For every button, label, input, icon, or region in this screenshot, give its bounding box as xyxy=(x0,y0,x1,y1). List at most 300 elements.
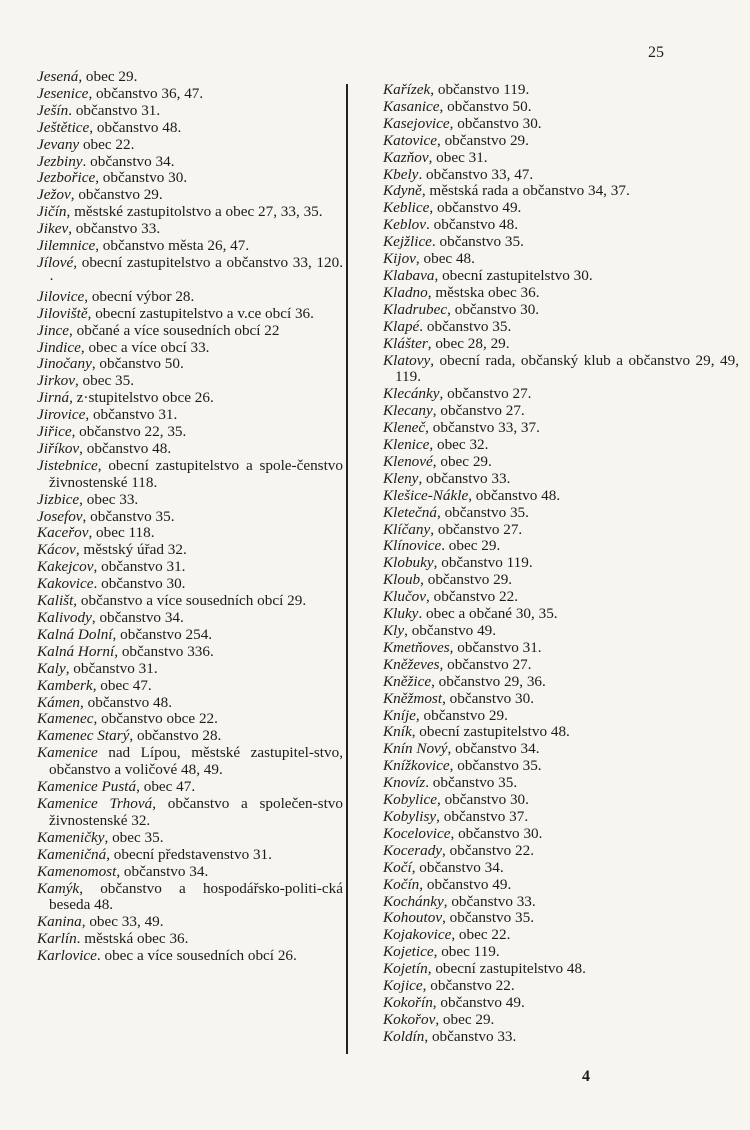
place-name: Ješín xyxy=(37,101,69,119)
index-entry xyxy=(37,661,343,678)
index-entry xyxy=(37,492,343,509)
place-name: Karlín xyxy=(37,930,77,948)
index-entry xyxy=(383,775,739,792)
index-entry xyxy=(37,593,343,610)
index-entry xyxy=(383,505,739,522)
entry-description: , občanstvo 34. xyxy=(411,858,504,876)
place-name: Kámen xyxy=(37,693,81,711)
place-name: Kdyně xyxy=(383,182,422,200)
index-entry xyxy=(37,559,343,576)
place-name: Kamenice xyxy=(37,744,98,762)
entry-description: , obec 119. xyxy=(433,943,500,961)
entry-description: , městská rada a občanstvo 34, 37. xyxy=(421,182,630,200)
entry-description: . občanstvo 34. xyxy=(82,152,175,170)
entry-description: , obec a více obcí 33. xyxy=(80,338,210,356)
place-name: Kamýk xyxy=(37,879,80,897)
entry-description: . obec 29. xyxy=(441,537,501,555)
index-entry xyxy=(383,894,739,911)
place-name: Kly xyxy=(383,622,405,639)
index-entry xyxy=(37,509,343,526)
entry-description: , občanstvo 49. xyxy=(404,622,497,639)
place-name: Kohoutov xyxy=(383,909,443,927)
entry-description: , občanstvo 29. xyxy=(415,706,508,724)
entry-description: . obec a občané 30, 35. xyxy=(418,605,558,623)
entry-description: , obec 29. xyxy=(432,452,492,470)
entry-description: . občanstvo 31. xyxy=(68,101,161,119)
entry-description: , obec 29. xyxy=(78,68,138,85)
place-name: Kojakovice xyxy=(383,926,452,944)
index-entry xyxy=(383,927,739,944)
signature-mark: 4 xyxy=(582,1068,590,1085)
index-entry xyxy=(37,728,343,745)
place-name: Jezbiny xyxy=(37,152,83,170)
index-entry xyxy=(37,407,343,424)
index-entry xyxy=(383,809,739,826)
index-entry xyxy=(383,217,739,234)
index-entry xyxy=(383,657,739,674)
index-entry xyxy=(37,830,343,847)
entry-description: , občanstvo 27. xyxy=(432,402,525,420)
place-name: Kamenice Trhová xyxy=(37,794,153,812)
index-entry xyxy=(37,576,343,593)
entry-description: , občanstvo 34. xyxy=(447,740,540,758)
entry-description: , občanstvo 48. xyxy=(79,439,172,457)
place-name: Ještětice xyxy=(37,118,90,136)
entry-description: , občanstvo 27. xyxy=(439,655,532,673)
place-name: Kalná Horní xyxy=(37,642,115,660)
entry-description: , občanstvo 35. xyxy=(82,507,175,525)
entry-description: . občanstvo 35. xyxy=(431,233,524,251)
index-entry xyxy=(383,1012,739,1029)
entry-description: , občanstvo 49. xyxy=(429,199,522,217)
entry-description: , městský úřad 32. xyxy=(75,541,187,559)
index-entry xyxy=(37,678,343,695)
entry-description: , občanstvo a společen-stvo živnostenské 32. xyxy=(49,794,343,829)
place-name: Knovíz xyxy=(383,774,426,792)
index-entry xyxy=(37,796,343,830)
index-entry xyxy=(37,356,343,373)
index-entry xyxy=(383,691,739,708)
index-entry xyxy=(37,441,343,458)
entry-description: , obec 32. xyxy=(429,436,489,454)
place-name: Kněžice xyxy=(383,672,432,690)
index-entry xyxy=(383,978,739,995)
index-entry xyxy=(383,995,739,1012)
index-entry xyxy=(383,116,739,133)
index-entry xyxy=(383,82,739,99)
index-entry xyxy=(37,525,343,542)
index-entry xyxy=(37,644,343,661)
entry-description: , občanstvo 33, 37. xyxy=(425,419,540,437)
entry-description: , obecní zastupitelstvo 30. xyxy=(434,266,593,284)
place-name: Jesenice xyxy=(37,84,89,102)
entry-description: , občanstvo 254. xyxy=(112,625,213,643)
index-entry xyxy=(37,864,343,881)
entry-description: , obecní výbor 28. xyxy=(84,287,195,305)
entry-description: , občanstvo 33. xyxy=(443,892,536,910)
index-entry xyxy=(383,167,739,184)
place-name: Kbely xyxy=(383,165,419,183)
place-name: Kojice xyxy=(383,977,423,995)
place-name: Kaly xyxy=(37,659,66,677)
entry-description: , občanstvo 33. xyxy=(418,469,511,487)
index-entry xyxy=(383,403,739,420)
entry-description: , občanstvo 30. xyxy=(447,300,540,318)
place-name: Kijov xyxy=(383,250,416,268)
place-name: Klecánky xyxy=(383,385,440,403)
index-entry xyxy=(37,914,343,931)
place-name: Jiříkov xyxy=(37,439,80,457)
entry-description: , obecní představenstvo 31. xyxy=(106,845,272,863)
place-name: Kasejovice xyxy=(383,114,450,132)
place-name: Kamenec Starý xyxy=(37,727,130,745)
place-name: Klabava xyxy=(383,266,435,284)
index-entry xyxy=(383,353,739,387)
entry-description: , občanstvo 31. xyxy=(85,406,178,424)
index-entry xyxy=(383,150,739,167)
entry-description: , obec 33. xyxy=(79,490,139,508)
place-name: Kokořov xyxy=(383,1010,436,1028)
entry-description: , občanstvo 34. xyxy=(116,862,209,880)
entry-description: , obec 47. xyxy=(136,778,196,796)
place-name: Jinočany xyxy=(37,355,92,373)
index-entry xyxy=(37,69,343,86)
entry-description: . občanstvo 30. xyxy=(93,575,186,593)
index-entry xyxy=(383,488,739,505)
index-entry xyxy=(383,200,739,217)
entry-description: , občanstvo 36, 47. xyxy=(88,84,204,102)
entry-description: . městská obec 36. xyxy=(76,930,189,948)
entry-description: , občanstvo 30. xyxy=(442,689,535,707)
entry-description: , obec 35. xyxy=(104,828,164,846)
entry-description: , občanstvo města 26, 47. xyxy=(95,237,250,255)
index-entry xyxy=(383,843,739,860)
entry-description: , občanstvo 49. xyxy=(432,993,525,1011)
place-name: Jindice xyxy=(37,338,81,356)
index-entry xyxy=(383,522,739,539)
entry-description: , obec 29. xyxy=(435,1010,495,1028)
place-name: Klatovy xyxy=(383,351,431,369)
place-name: Kakejcov xyxy=(37,558,94,576)
index-entry xyxy=(37,711,343,728)
entry-description: , občanstvo 35. xyxy=(449,757,542,775)
place-name: Josefov xyxy=(37,507,83,525)
entry-description: , obecní zastupitelstvo a v.ce obcí 36. xyxy=(87,304,314,322)
index-entry xyxy=(383,674,739,691)
index-entry xyxy=(383,386,739,403)
place-name: Kokořín xyxy=(383,993,433,1011)
entry-description: , občanstvo 37. xyxy=(436,807,529,825)
place-name: Klenové xyxy=(383,452,433,470)
entry-description: , obecní zastupitelstvo 48. xyxy=(411,723,570,741)
place-name: Karlovice xyxy=(37,947,97,965)
index-entry xyxy=(37,340,343,357)
entry-description: , občanstvo 33. xyxy=(68,220,161,238)
index-entry xyxy=(383,454,739,471)
entry-description: , občanstvo 35. xyxy=(442,909,535,927)
entry-description: . občanstvo 33, 47. xyxy=(418,165,534,183)
place-name: Kazňov xyxy=(383,148,429,166)
entry-description: , občanstvo 35. xyxy=(436,503,529,521)
entry-description: , občané a více sousedních obcí 22 xyxy=(69,321,280,339)
place-name: Kočí xyxy=(383,858,412,876)
index-entry xyxy=(37,695,343,712)
index-entry xyxy=(37,931,343,948)
entry-description: , občanstvo 34. xyxy=(91,609,184,626)
index-entry xyxy=(37,221,343,238)
entry-description: . obec a více sousedních obcí 26. xyxy=(96,947,297,965)
place-name: Kladno xyxy=(383,283,428,301)
entry-description: , občanstvo 29. xyxy=(436,131,529,149)
index-entry xyxy=(37,779,343,796)
place-name: Klapé xyxy=(383,317,420,335)
entry-description: , občanstvo a hospodářsko-politi-cká beseda 48. xyxy=(49,879,343,914)
place-name: Kněževes xyxy=(383,655,440,673)
entry-description: , občanstvo 30. xyxy=(449,114,542,132)
index-entry xyxy=(383,708,739,725)
place-name: Jince xyxy=(37,321,70,339)
index-entry xyxy=(383,877,739,894)
place-name: Kloub xyxy=(383,571,421,589)
index-entry xyxy=(37,458,343,492)
place-name: Klínovice xyxy=(383,537,442,555)
index-entry xyxy=(37,323,343,340)
index-entry xyxy=(37,424,343,441)
place-name: Koldín xyxy=(383,1027,425,1045)
place-name: Kmetňoves xyxy=(383,638,450,656)
entry-description: , občanstvo 22, 35. xyxy=(71,423,187,441)
index-entry xyxy=(37,86,343,103)
place-name: Kařízek xyxy=(383,81,431,98)
index-entry xyxy=(383,99,739,116)
entry-description: , občanstvo 50. xyxy=(439,97,532,115)
entry-description: , občanstvo 30. xyxy=(450,824,543,842)
place-name: Kladrubec xyxy=(383,300,448,318)
index-entry xyxy=(37,238,343,255)
index-entry xyxy=(383,268,739,285)
index-entry xyxy=(383,860,739,877)
place-name: Klecany xyxy=(383,402,433,420)
index-column-left xyxy=(37,69,343,965)
index-entry xyxy=(383,251,739,268)
entry-description: , obec 33, 49. xyxy=(81,913,164,931)
place-name: Jevany xyxy=(37,135,80,153)
place-name: Jilovice xyxy=(37,287,85,305)
place-name: Klobuky xyxy=(383,554,434,572)
place-name: Ježov xyxy=(37,186,71,204)
entry-description: , občanstvo 119. xyxy=(433,554,533,572)
index-entry xyxy=(383,944,739,961)
entry-description: , občanstvo 48. xyxy=(468,486,561,504)
place-name: Kakovice xyxy=(37,575,94,593)
entry-description: , občanstvo 27. xyxy=(430,520,523,538)
index-entry xyxy=(383,302,739,319)
place-name: Kník xyxy=(383,723,412,741)
index-entry xyxy=(383,910,739,927)
place-name: Kanina xyxy=(37,913,82,931)
index-entry xyxy=(383,471,739,488)
entry-description: , obec 47. xyxy=(92,676,152,694)
entry-description: , obec 35. xyxy=(74,372,134,390)
index-entry xyxy=(383,572,739,589)
place-name: Jirná xyxy=(37,389,70,407)
place-name: Kasanice xyxy=(383,97,440,115)
entry-description: , městska obec 36. xyxy=(427,283,540,301)
place-name: Klíčany xyxy=(383,520,431,538)
place-name: Keblov xyxy=(383,216,427,234)
entry-description: , obecní rada, občanský klub a občanstvo 29, 49, 119. xyxy=(395,351,739,386)
place-name: Kobylice xyxy=(383,791,437,809)
place-name: Kamenomost xyxy=(37,862,117,880)
entry-description: . občanstvo 35. xyxy=(419,317,512,335)
index-entry xyxy=(383,1029,739,1046)
place-name: Keblice xyxy=(383,199,430,217)
place-name: Kojetice xyxy=(383,943,434,961)
index-entry xyxy=(37,187,343,204)
place-name: Klučov xyxy=(383,588,427,606)
index-entry xyxy=(383,640,739,657)
entry-description: , občanstvo 49. xyxy=(419,875,512,893)
index-entry xyxy=(37,306,343,323)
entry-description: , obec 28, 29. xyxy=(427,334,510,352)
entry-description: . občanstvo 35. xyxy=(425,774,518,792)
place-name: Klenice xyxy=(383,436,430,454)
index-entry xyxy=(37,137,343,154)
place-name: Jiřice xyxy=(37,423,72,441)
index-entry xyxy=(37,170,343,187)
place-name: Jezbořice xyxy=(37,169,96,187)
index-entry xyxy=(383,234,739,251)
page-number: 25 xyxy=(648,44,664,61)
place-name: Kocelovice xyxy=(383,824,451,842)
place-name: Kácov xyxy=(37,541,76,559)
place-name: Klešice-Nákle xyxy=(383,486,469,504)
index-entry xyxy=(37,627,343,644)
index-entry xyxy=(383,538,739,555)
entry-description: , občanstvo 30. xyxy=(436,791,529,809)
entry-description: , občanstvo 30. xyxy=(95,169,188,187)
entry-description: , občanstvo 31. xyxy=(65,659,158,677)
place-name: Jesená xyxy=(37,68,79,85)
entry-description: , občanstvo 50. xyxy=(91,355,184,373)
place-name: Kleneč xyxy=(383,419,426,437)
entry-description: , obecní zastupitelstvo 48. xyxy=(427,960,586,978)
place-name: Knín Nový xyxy=(383,740,448,758)
entry-description: . občanstvo 48. xyxy=(426,216,518,234)
index-entry xyxy=(37,289,343,306)
place-name: Kamenec xyxy=(37,710,94,728)
place-name: Kameničky xyxy=(37,828,105,846)
index-entry xyxy=(37,120,343,137)
entry-description: , občanstvo 28. xyxy=(129,727,222,745)
index-entry xyxy=(383,826,739,843)
place-name: Kluky xyxy=(383,605,419,623)
place-name: Kojetín xyxy=(383,960,428,978)
entry-description: , občanstvo 48. xyxy=(80,693,172,711)
index-entry xyxy=(383,555,739,572)
entry-description: , občanstvo a více sousedních obcí 29. xyxy=(73,592,307,610)
entry-description: , občanstvo 48. xyxy=(89,118,182,136)
entry-description: , občanstvo 29, 36. xyxy=(431,672,546,690)
place-name: Jirovice xyxy=(37,406,86,424)
place-name: Kobylisy xyxy=(383,807,437,825)
entry-description: , obec 22. xyxy=(451,926,511,944)
place-name: Kališt xyxy=(37,592,74,610)
entry-description: , občanstvo 31. xyxy=(93,558,186,576)
entry-description: , občanstvo 29. xyxy=(70,186,163,204)
entry-description: , občanstvo 119. xyxy=(430,81,530,98)
index-entry xyxy=(383,623,739,640)
index-entry xyxy=(383,420,739,437)
place-name: Knížkovice xyxy=(383,757,450,775)
place-name: Jílové xyxy=(37,253,74,271)
index-entry xyxy=(383,606,739,623)
entry-description: , občanstvo obce 22. xyxy=(93,710,218,728)
place-name: Kněžmost xyxy=(383,689,443,707)
index-entry xyxy=(37,255,343,289)
entry-description: , obecní zastupitelstvo a občanstvo 33, 120. · xyxy=(49,253,343,288)
place-name: Kaceřov xyxy=(37,524,89,542)
index-entry xyxy=(383,183,739,200)
entry-description: , občanstvo 27. xyxy=(439,385,532,403)
index-entry xyxy=(37,390,343,407)
index-entry xyxy=(37,373,343,390)
index-entry xyxy=(383,741,739,758)
entry-description: , občanstvo 22. xyxy=(422,977,515,995)
entry-description: , občanstvo 22. xyxy=(442,841,535,859)
place-name: Kejžlice xyxy=(383,233,432,251)
index-entry xyxy=(383,336,739,353)
place-name: Kleny xyxy=(383,469,419,487)
place-name: Jistebnice xyxy=(37,456,98,474)
index-entry xyxy=(37,881,343,915)
index-entry xyxy=(383,724,739,741)
index-entry xyxy=(383,133,739,150)
index-entry xyxy=(37,154,343,171)
index-entry xyxy=(383,792,739,809)
place-name: Jirkov xyxy=(37,372,75,390)
index-entry xyxy=(37,204,343,221)
index-column-right xyxy=(383,82,739,1046)
entry-description: , z·stupitelstvo obce 26. xyxy=(69,389,214,407)
place-name: Kameničná xyxy=(37,845,107,863)
entry-description: , obec 48. xyxy=(415,250,475,268)
index-entry xyxy=(383,758,739,775)
entry-description: , občanstvo 33. xyxy=(424,1027,517,1045)
place-name: Kamberk xyxy=(37,676,93,694)
place-name: Jizbice xyxy=(37,490,80,508)
column-divider xyxy=(346,84,348,1054)
place-name: Kamenice Pustá xyxy=(37,778,137,796)
entry-description: , občanstvo 22. xyxy=(426,588,518,606)
entry-description: , občanstvo 29. xyxy=(420,571,513,589)
index-entry xyxy=(37,847,343,864)
index-entry xyxy=(37,103,343,120)
index-entry xyxy=(383,437,739,454)
entry-description: , obecní zastupitelstvo a spole-čenstvo živnostenské 118. xyxy=(49,456,343,491)
place-name: Jikev xyxy=(37,220,69,238)
entry-description: nad Lípou, městské zastupitel-stvo, občanstvo a voličové 48, 49. xyxy=(49,744,343,779)
entry-description: , městské zastupitolstvo a obec 27, 33, 35. xyxy=(66,203,323,221)
place-name: Kletečná xyxy=(383,503,437,521)
index-entry xyxy=(383,319,739,336)
entry-description: , obec 31. xyxy=(428,148,488,166)
index-entry xyxy=(37,745,343,779)
entry-description: , obec 118. xyxy=(88,524,155,542)
place-name: Klášter xyxy=(383,334,428,352)
entry-description: , občanstvo 31. xyxy=(449,638,542,656)
place-name: Jičín xyxy=(37,203,67,221)
